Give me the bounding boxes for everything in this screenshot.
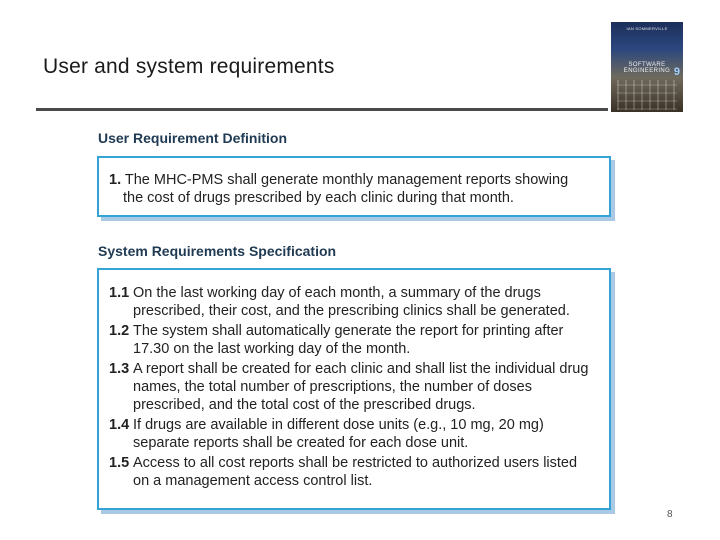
cover-artwork: [617, 80, 677, 110]
system-requirement-item: [109, 322, 597, 358]
requirement-text: Access to all cost reports shall be restricted to authorized users listed on a management access control list.: [133, 455, 578, 489]
title-divider: [36, 108, 608, 111]
cover-edition: 9: [673, 66, 680, 78]
requirement-text: On the last working day of each month, a summary of the drugs prescribed, their cost, and the prescribing clinics shall be generated.: [133, 285, 570, 319]
cover-author: IAN SOMMERVILLE: [626, 26, 668, 31]
system-requirement-item: [109, 416, 597, 452]
requirement-number: 1.5: [109, 455, 130, 471]
requirement-text: If drugs are available in different dose units (e.g., 10 mg, 20 mg) separate reports shall be created for each dose unit.: [133, 417, 544, 451]
system-requirements-heading: System Requirements Specification: [98, 243, 337, 259]
requirement-number: 1.4: [109, 417, 130, 433]
slide-title: User and system requirements: [43, 55, 335, 78]
requirement-number: 1.: [109, 172, 122, 188]
cover-title: SOFTWARE ENGINEERING: [623, 62, 671, 74]
requirement-text: A report shall be created for each clinic and shall list the individual drug names, the total number of prescriptions, the number of doses prescribed, and the total cost of the prescribed drugs.: [133, 361, 589, 413]
system-requirement-item: [109, 454, 597, 490]
requirement-number: 1.2: [109, 323, 130, 339]
system-requirements-box: [97, 268, 611, 510]
user-requirement-heading: User Requirement Definition: [98, 130, 288, 146]
requirement-number: 1.3: [109, 361, 130, 377]
requirement-text: The system shall automatically generate the report for printing after 17.30 on the last working day of the month.: [133, 323, 564, 357]
user-requirement-box: [97, 156, 611, 217]
requirement-number: 1.1: [109, 285, 130, 301]
book-cover-image: [611, 22, 683, 112]
requirement-text-line2: the cost of drugs prescribed by each clinic during that month.: [123, 190, 514, 206]
user-requirement-item: [109, 171, 597, 207]
requirement-text-line1: The MHC-PMS shall generate monthly management reports showing: [124, 172, 569, 188]
page-number: 8: [667, 509, 673, 520]
system-requirement-item: [109, 360, 597, 414]
system-requirement-item: [109, 284, 597, 320]
